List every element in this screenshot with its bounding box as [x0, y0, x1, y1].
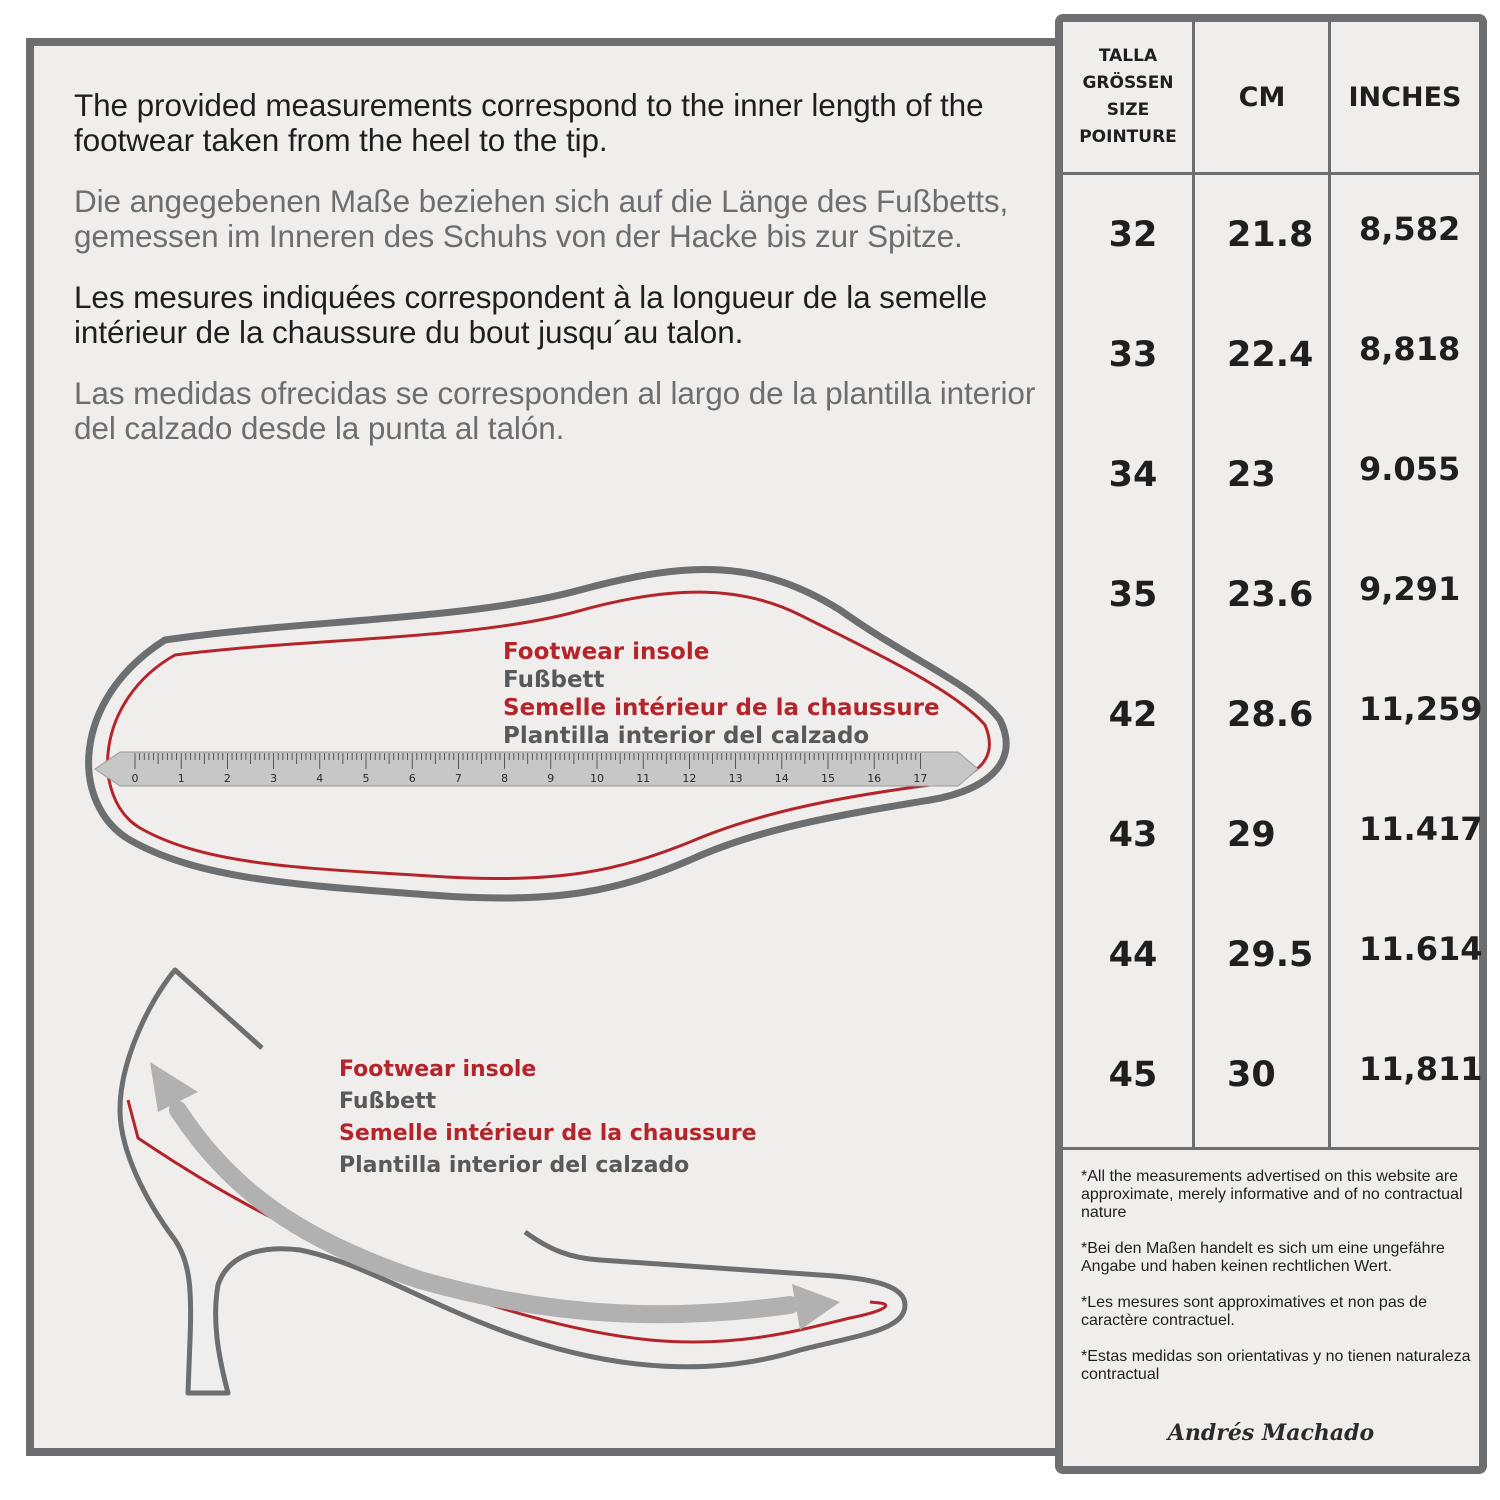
header-cm: CM [1238, 81, 1286, 113]
cell-size: 42 [1108, 695, 1158, 735]
cell-inches: 11,259 [1359, 690, 1483, 728]
intro-english: The provided measurements correspond to the inner length of the footwear taken from the heel to the tip. [74, 87, 984, 158]
cell-inches: 8,818 [1359, 330, 1461, 368]
ruler-number: 17 [913, 772, 928, 785]
ruler-number: 14 [774, 772, 789, 785]
cell-size: 45 [1108, 1055, 1158, 1095]
cell-inches: 11.417 [1359, 810, 1483, 848]
cell-cm: 23 [1227, 455, 1276, 495]
cell-size: 33 [1108, 335, 1158, 375]
cell-inches: 11.614 [1359, 930, 1483, 968]
table-row [1063, 295, 1479, 415]
ruler-number: 6 [408, 772, 416, 785]
cell-inches: 8,582 [1359, 210, 1461, 248]
top-label-english: Footwear insole [503, 639, 710, 665]
ruler-number: 10 [590, 772, 604, 785]
side-label-german: Fußbett [339, 1089, 437, 1114]
cell-cm: 29 [1227, 815, 1276, 855]
ruler-number: 7 [454, 772, 462, 785]
cell-cm: 28.6 [1227, 695, 1314, 735]
intro-spanish: Las medidas ofrecidas se corresponden al largo de la plantilla interior del calzado desde la punta al talón. [74, 375, 1036, 446]
header-inches: INCHES [1348, 81, 1462, 113]
top-label-french: Semelle intérieur de la chaussure [503, 695, 940, 721]
ruler-number: 8 [501, 772, 509, 785]
table-row [1063, 655, 1483, 775]
ruler-number: 9 [547, 772, 555, 785]
ruler-number: 13 [728, 772, 743, 785]
table-row [1063, 175, 1479, 295]
cell-size: 34 [1108, 455, 1158, 495]
cell-inches: 11,811 [1359, 1050, 1483, 1088]
disclaimer-german: *Bei den Maßen handelt es sich um eine ungefähre Angabe und haben keinen rechtlichen Wert. [1081, 1240, 1445, 1275]
table-row [1063, 775, 1483, 895]
disclaimer-english: *All the measurements advertised on this website are approximate, merely informative and of no contractual nature [1081, 1168, 1463, 1221]
size-chart-table [1055, 14, 1487, 1474]
cell-inches: 9,291 [1359, 570, 1461, 608]
intro-german: Die angegebenen Maße beziehen sich auf die Länge des Fußbetts, gemessen im Inneren des Schuhs von der Hacke bis zur Spitze. [74, 183, 1009, 254]
table-row [1063, 1015, 1483, 1135]
ruler-number: 1 [177, 772, 185, 785]
top-label-spanish: Plantilla interior del calzado [503, 723, 870, 749]
cell-cm: 29.5 [1227, 935, 1314, 975]
table-row [1063, 535, 1479, 655]
disclaimer-french: *Les mesures sont approximatives et non pas de caractère contractuel. [1081, 1294, 1427, 1329]
cell-cm: 23.6 [1227, 575, 1314, 615]
ruler-number: 0 [131, 772, 139, 785]
cell-size: 43 [1108, 815, 1158, 855]
disclaimer-spanish: *Estas medidas son orientativas y no tienen naturaleza contractual [1081, 1348, 1471, 1383]
header-size: TALLA GRÖSSEN SIZE POINTURE [1079, 46, 1177, 147]
cell-size: 35 [1108, 575, 1158, 615]
disclaimer-notes [1081, 1168, 1473, 1402]
side-label-english: Footwear insole [339, 1057, 537, 1082]
cell-cm: 21.8 [1227, 215, 1314, 255]
ruler-number: 5 [362, 772, 370, 785]
cell-cm: 22.4 [1227, 335, 1314, 375]
brand-signature: Andrés Machado [1167, 1420, 1375, 1446]
cell-cm: 30 [1227, 1055, 1276, 1095]
intro-french: Les mesures indiquées correspondent à la longueur de la semelle intérieur de la chaussure du bout jusqu´au talon. [74, 279, 988, 350]
cell-size: 44 [1108, 935, 1158, 975]
top-label-german: Fußbett [503, 667, 605, 693]
footer-divider [1063, 1147, 1479, 1150]
cell-size: 32 [1108, 215, 1158, 255]
side-label-spanish: Plantilla interior del calzado [339, 1153, 690, 1178]
ruler-number: 12 [682, 772, 697, 785]
ruler-number: 15 [821, 772, 835, 785]
table-header [1063, 22, 1479, 175]
ruler-number: 11 [636, 772, 651, 785]
cell-inches: 9.055 [1359, 450, 1461, 488]
ruler-number: 4 [316, 772, 324, 785]
table-row [1063, 895, 1483, 1015]
ruler-number: 16 [867, 772, 882, 785]
ruler-number: 3 [270, 772, 278, 785]
table-row [1063, 415, 1479, 535]
side-label-french: Semelle intérieur de la chaussure [339, 1121, 757, 1146]
ruler-number: 2 [223, 772, 231, 785]
